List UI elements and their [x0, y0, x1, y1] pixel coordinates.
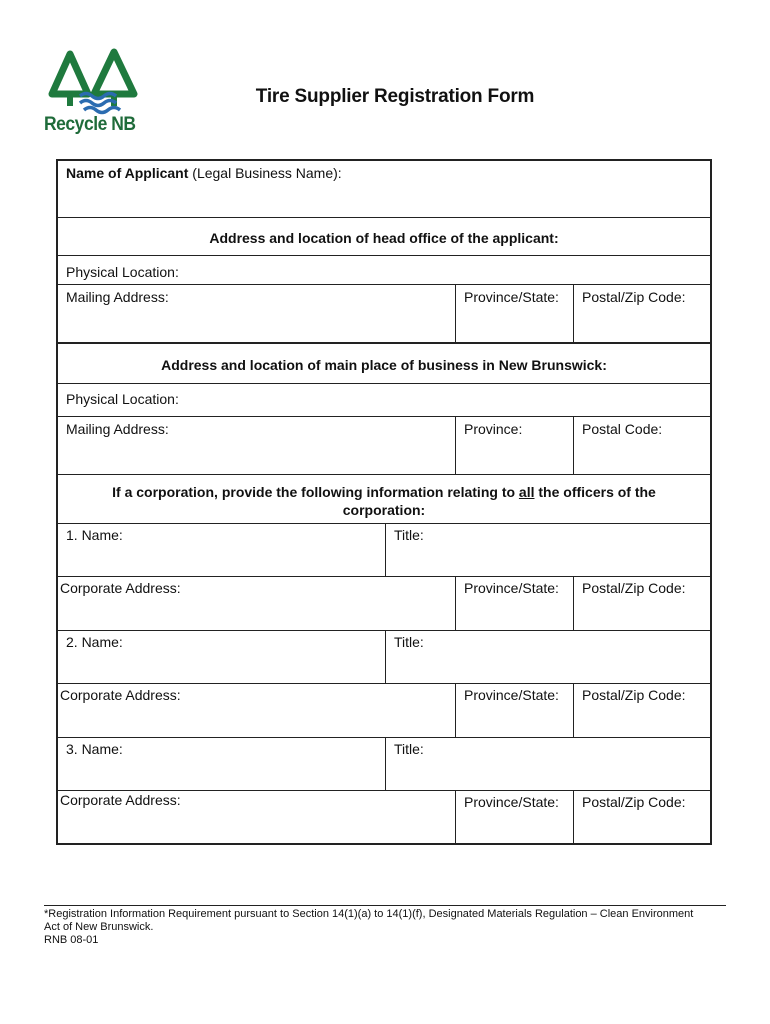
- nb-physical-location-label: Physical Location:: [66, 391, 179, 407]
- officer-province-label: Province/State:: [464, 580, 559, 596]
- nb-province-field[interactable]: [456, 417, 574, 473]
- officer-1-province-field[interactable]: [456, 576, 574, 630]
- nb-physical-field[interactable]: [58, 386, 710, 416]
- officer-2-name-field[interactable]: [58, 630, 384, 682]
- footer: [44, 908, 704, 947]
- officer-3-name-field[interactable]: [58, 737, 384, 789]
- officer-2-address-field[interactable]: [58, 683, 454, 737]
- officer-province-label: Province/State:: [464, 794, 559, 810]
- officer-3-title-field[interactable]: [386, 737, 710, 789]
- physical-location-label: Physical Location:: [66, 264, 179, 280]
- officer-2-province-field[interactable]: [456, 683, 574, 737]
- logo-text: Recycle NB: [44, 114, 136, 135]
- head-office-heading: Address and location of head office of the applicant:: [209, 230, 559, 246]
- form-title: Tire Supplier Registration Form: [255, 86, 535, 107]
- nb-postal-code-label: Postal Code:: [582, 421, 663, 437]
- officer-postal-label: Postal/Zip Code:: [582, 794, 686, 810]
- corporation-heading-pre: If a corporation, provide the following information relating to: [112, 484, 519, 500]
- officer-1-postal-field[interactable]: [574, 576, 710, 630]
- corporation-heading-all: all: [518, 484, 535, 500]
- officer-2-postal-field[interactable]: [574, 683, 710, 737]
- registration-form-table: [56, 159, 712, 845]
- head-office-province-field[interactable]: [456, 285, 574, 341]
- officer-1-title-field[interactable]: [386, 523, 710, 575]
- corporation-heading: [58, 483, 710, 519]
- officer-postal-label: Postal/Zip Code:: [582, 687, 686, 703]
- mailing-address-label: Mailing Address:: [66, 289, 169, 305]
- form-code: RNB 08-01: [44, 934, 99, 946]
- nb-mailing-address-label: Mailing Address:: [66, 421, 169, 437]
- corporate-address-label: Corporate Address:: [60, 580, 181, 596]
- officer-name-label: 2. Name:: [66, 634, 123, 650]
- applicant-label-bold: Name of Applicant: [66, 165, 189, 181]
- officer-1-name-field[interactable]: [58, 523, 384, 575]
- officer-1-address-field[interactable]: [58, 576, 454, 630]
- officer-title-label: Title:: [394, 741, 424, 757]
- applicant-label-rest: (Legal Business Name):: [188, 165, 342, 181]
- postal-zip-label: Postal/Zip Code:: [582, 289, 686, 305]
- officer-3-postal-field[interactable]: [574, 790, 710, 843]
- footer-note: *Registration Information Requirement pursuant to Section 14(1)(a) to 14(1)(f), Designated Materials Regulation – Clean Environment Act of New Brunswick.: [44, 908, 694, 933]
- applicant-name-field[interactable]: [58, 161, 710, 217]
- corporate-address-label: Corporate Address:: [60, 792, 181, 808]
- province-state-label: Province/State:: [464, 289, 559, 305]
- nb-mailing-field[interactable]: [58, 417, 454, 473]
- head-office-mailing-field[interactable]: [58, 285, 454, 341]
- officer-name-label: 1. Name:: [66, 527, 123, 543]
- officer-2-title-field[interactable]: [386, 630, 710, 682]
- officer-title-label: Title:: [394, 527, 424, 543]
- head-office-postal-field[interactable]: [574, 285, 710, 341]
- officer-title-label: Title:: [394, 634, 424, 650]
- corporate-address-label: Corporate Address:: [60, 687, 181, 703]
- officer-3-province-field[interactable]: [456, 790, 574, 843]
- officer-name-label: 3. Name:: [66, 741, 123, 757]
- officer-province-label: Province/State:: [464, 687, 559, 703]
- nb-province-label: Province:: [464, 421, 523, 437]
- head-office-physical-field[interactable]: [58, 258, 710, 283]
- officer-3-address-field[interactable]: [58, 790, 454, 843]
- corporation-heading-post: the officers of the corporation:: [342, 484, 656, 518]
- nb-business-heading: Address and location of main place of business in New Brunswick:: [161, 357, 607, 373]
- officer-postal-label: Postal/Zip Code:: [582, 580, 686, 596]
- footer-divider: [44, 905, 726, 906]
- nb-postal-field[interactable]: [574, 417, 710, 473]
